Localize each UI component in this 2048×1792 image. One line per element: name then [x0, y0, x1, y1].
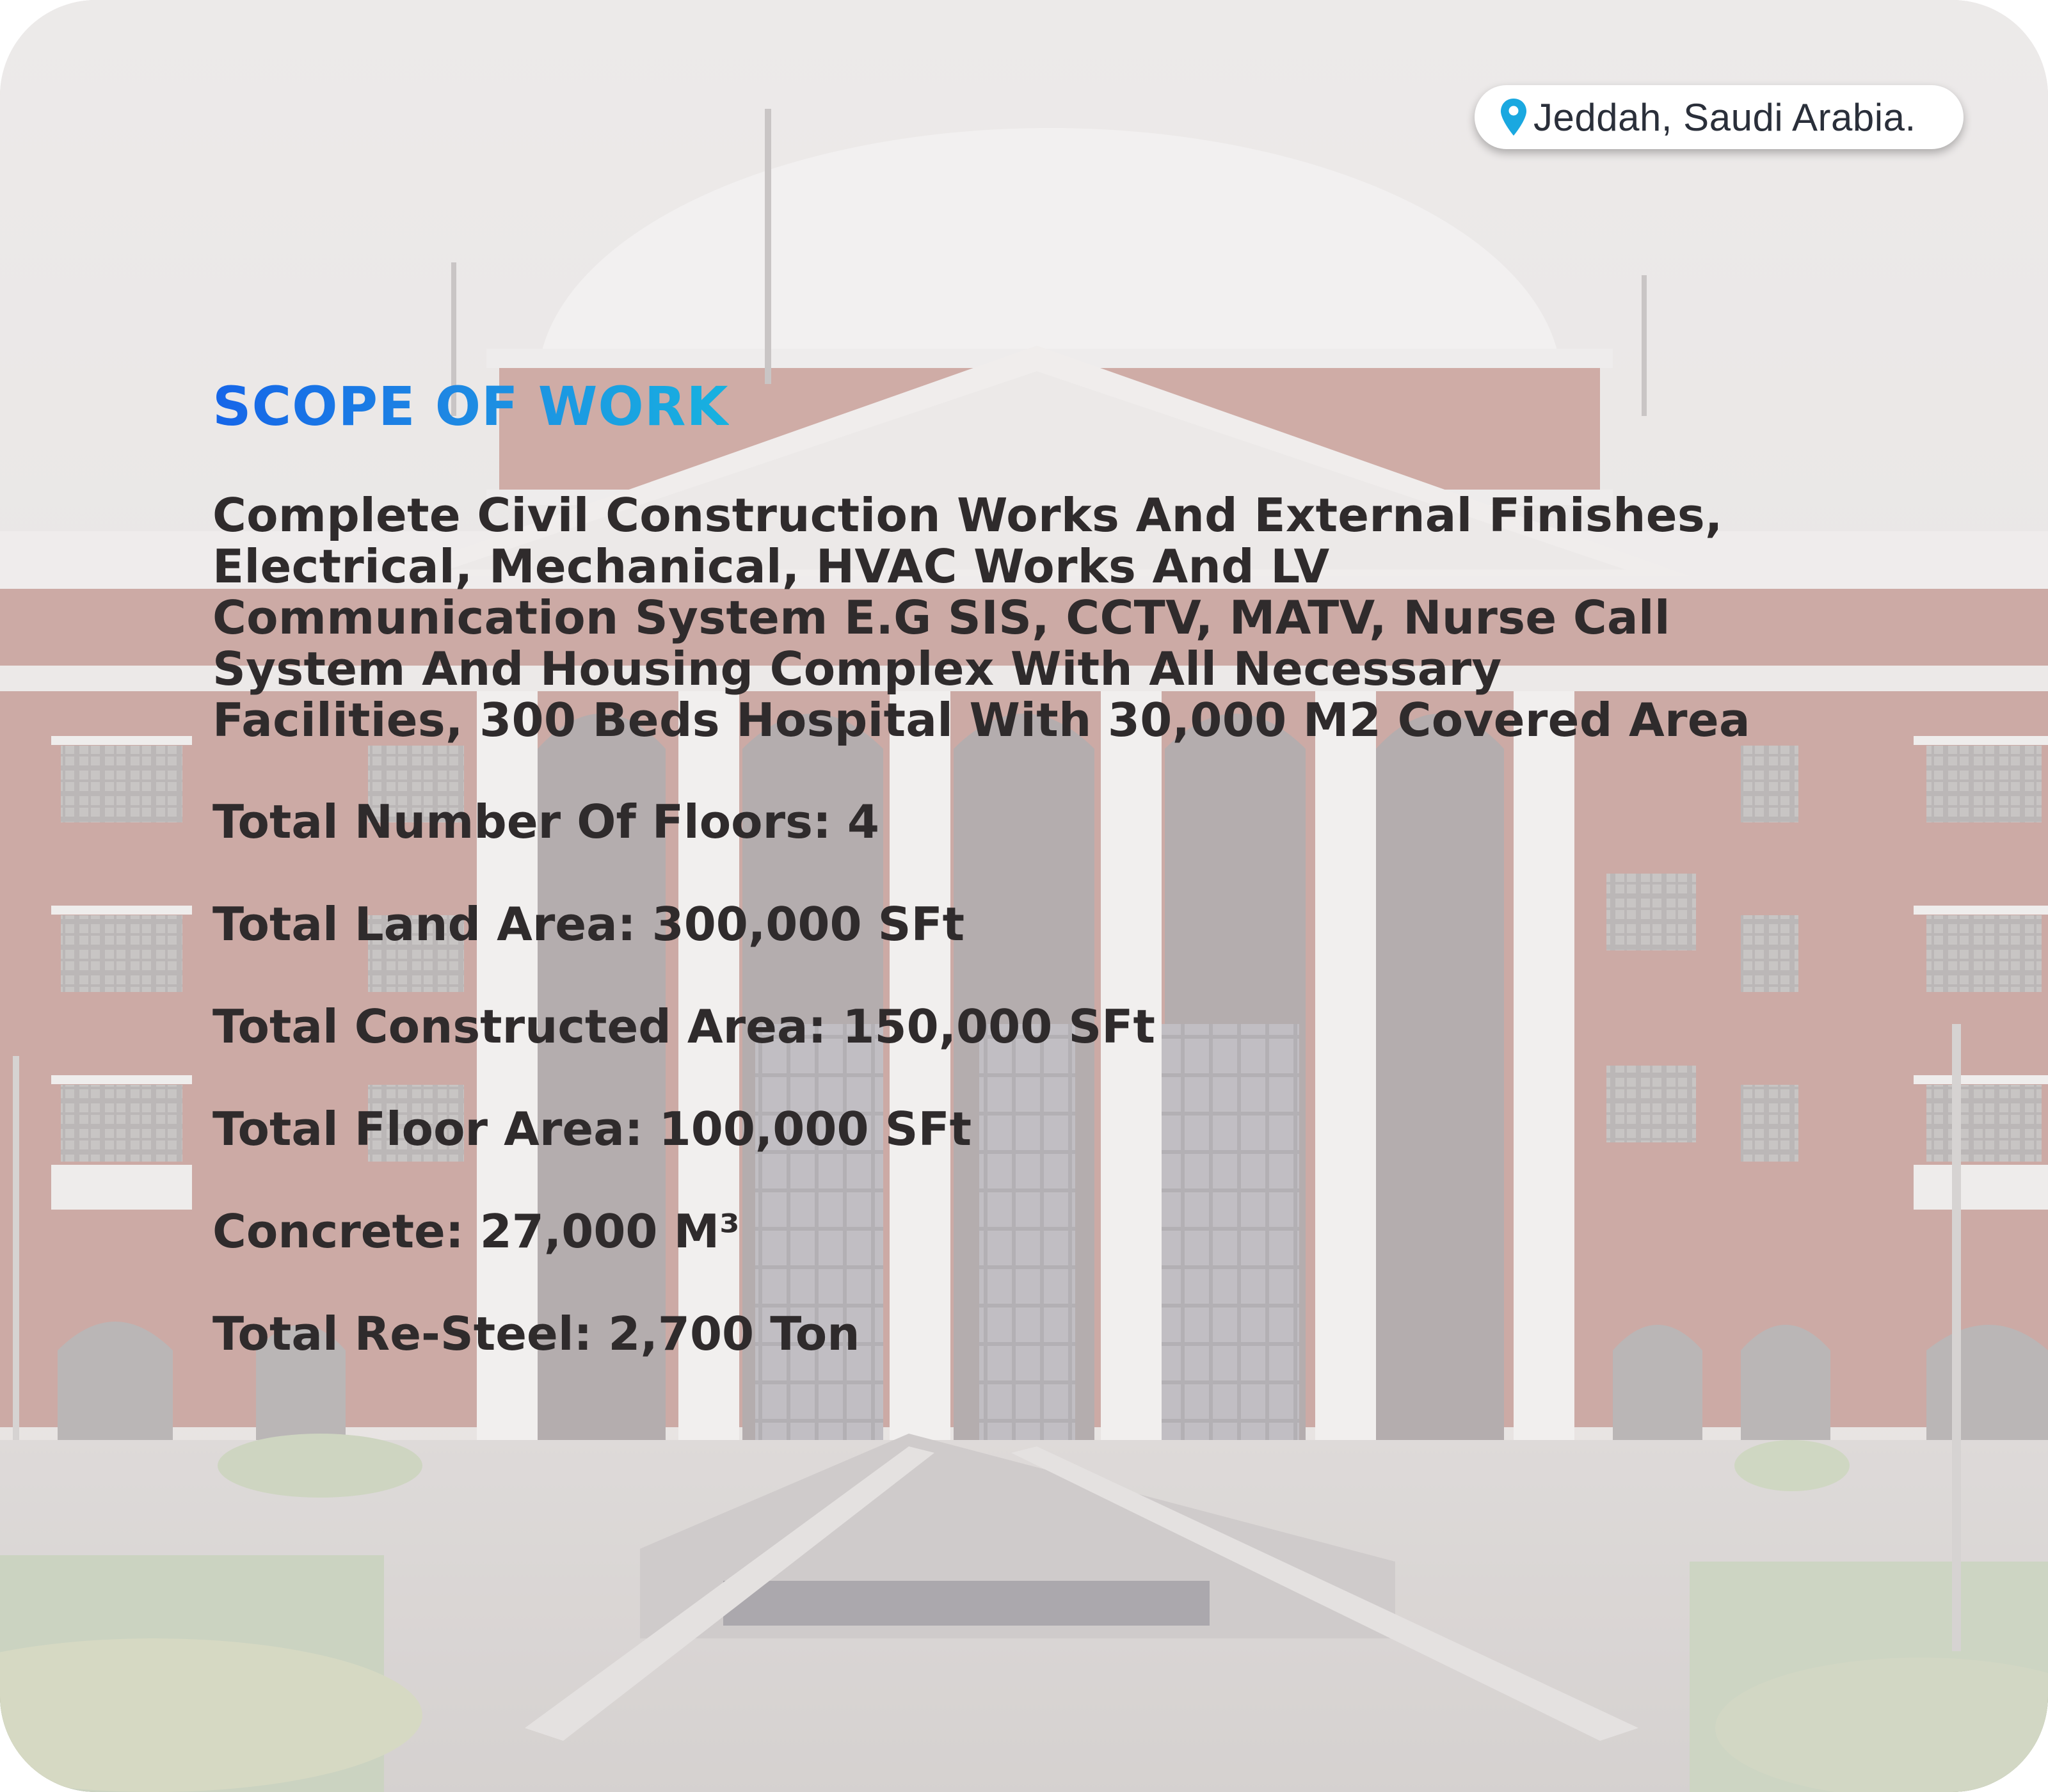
stat-floor-area: Total Floor Area: 100,000 SFt	[212, 1102, 972, 1156]
stat-land-area: Total Land Area: 300,000 SFt	[212, 897, 965, 951]
description-line: Electrical, Mechanical, HVAC Works And LV	[212, 540, 1330, 593]
stat-floors: Total Number Of Floors: 4	[212, 795, 879, 849]
description-line: Complete Civil Construction Works And External Finishes,	[212, 488, 1723, 542]
stat-concrete: Concrete: 27,000 M³	[212, 1204, 740, 1258]
stat-constructed-area: Total Constructed Area: 150,000 SFt	[212, 1000, 1155, 1053]
description-line: Communication System E.G SIS, CCTV, MATV, Nurse Call	[212, 591, 1670, 644]
scope-description	[212, 490, 1908, 746]
description-line: System And Housing Complex With All Necessary	[212, 642, 1502, 696]
project-stats-list	[212, 796, 1908, 1359]
scope-content	[212, 374, 1908, 1411]
description-line: Facilities, 300 Beds Hospital With 30,000 M2 Covered Area	[212, 693, 1750, 747]
location-badge	[1475, 85, 1964, 149]
section-title: SCOPE OF WORK	[212, 375, 729, 438]
stat-re-steel: Total Re-Steel: 2,700 Ton	[212, 1307, 860, 1361]
location-text: Jeddah, Saudi Arabia.	[1533, 95, 1916, 139]
map-pin-icon	[1499, 97, 1528, 137]
